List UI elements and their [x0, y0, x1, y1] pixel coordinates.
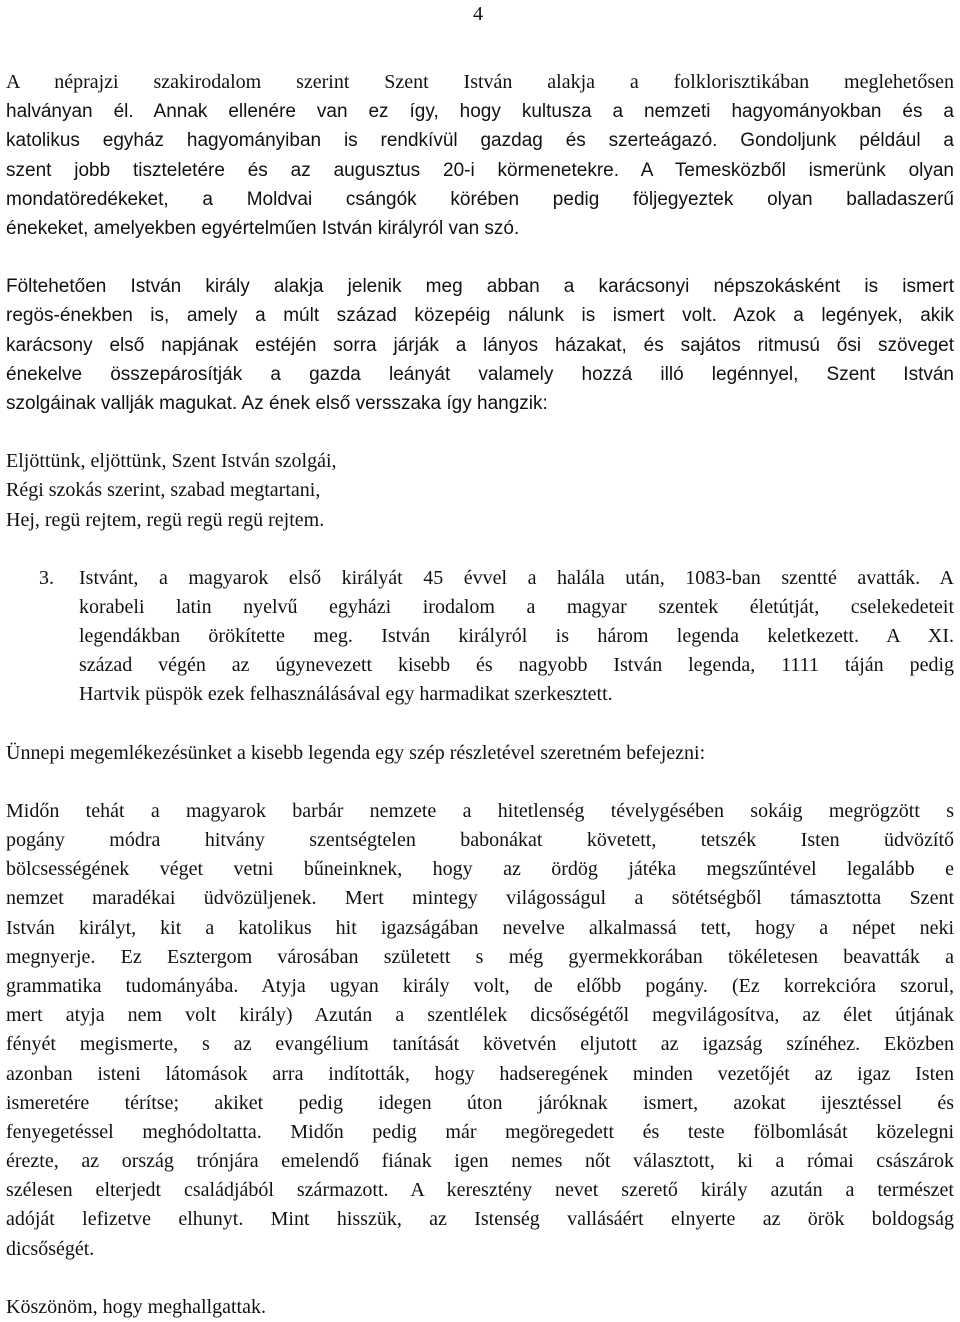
text-line: azonban isteni látomások arra indították, hogy hadseregének minden vezetőjét az igaz Isten — [6, 1062, 954, 1085]
text-line: énekeket, amelyekben egyértelműen István királyról van szó. — [6, 217, 520, 239]
poem-line: Hej, regü rejtem, regü regü regü rejtem. — [6, 508, 325, 531]
text-line: karácsony első napjának estéjén sorra járják a lányos házakat, és sajátos ritmusú ősi szöveget — [6, 334, 954, 356]
text-line: énekelve összepárosítják a gazda leányát valamely hozzá illó legénnyel, Szent István — [6, 363, 954, 385]
text-line: A néprajzi szakirodalom szerint Szent István alakja a folklorisztikában meglehetősen — [6, 71, 954, 93]
poem-line: Eljöttünk, eljöttünk, Szent István szolgái, — [6, 450, 337, 473]
text-line: Köszönöm, hogy meghallgattak. — [6, 1295, 266, 1318]
text-line: katolikus egyház hagyományiban is rendkívül gazdag és szerteágazó. Gondoljunk például a — [6, 130, 954, 152]
text-line: bölcsességének véget vetni bűneinknek, hogy az ördög játéka megszűntével legalább e — [6, 858, 954, 881]
text-line: fenyegetéssel meghódoltatta. Midőn pedig már megöregedett és teste fölbomlását közelegni — [6, 1120, 954, 1143]
poem-verse — [6, 447, 954, 535]
poem-line: Régi szokás szerint, szabad megtartani, — [6, 479, 321, 502]
text-line: szent jobb tiszteletére és az augusztus 20-i körmenetekre. A Temesközből ismerünk olyan — [6, 159, 954, 181]
text-line: regös-énekben is, amely a múlt század közepéig nálunk is ismert volt. Azok a legények, akik — [6, 305, 954, 327]
text-line: Föltehetően István király alakja jelenik meg abban a karácsonyi népszokásként is ismert — [6, 276, 954, 298]
text-line: Midőn tehát a magyarok barbár nemzete a hitetlenség tévelygésében sokáig megrögzött s — [6, 799, 954, 822]
paragraph-legend-intro — [6, 739, 954, 768]
text-line: grammatika tudományába. Atyja ugyan király volt, de előbb pogány. (Ez korrekcióra szorul, — [6, 974, 954, 997]
text-line: szolgáinak vallják magukat. Az ének első versszaka így hangzik: — [6, 392, 548, 414]
page-number: 4 — [473, 3, 483, 25]
text-line: korabeli latin nyelvű egyházi irodalom a magyar szentek életútját, cselekedeteit — [79, 595, 954, 618]
item-number: 3. — [39, 566, 54, 589]
text-line: mert atyja nem volt király) Azután a szentlélek dicsőségétől megvilágosítva, az élet útjának — [6, 1004, 954, 1027]
text-line: mondatöredékeket, a Moldvai csángók körében pedig följegyeztek olyan balladaszerű — [6, 188, 954, 210]
text-line: szélesen elterjedt családjából származott. A keresztény nevet szerető király azután a természet — [6, 1179, 954, 1202]
paragraph-folklore-intro — [6, 68, 954, 243]
text-line: megnyerje. Ez Esztergom városában született s még gyermekkorában tökéletesen beavatták a — [6, 945, 954, 968]
closing-line — [6, 1293, 954, 1322]
text-line: dicsőségét. — [6, 1237, 95, 1260]
text-line: fényét megismerte, s az evangélium tanítását követvén eljutott az igazság színéhez. Eközben — [6, 1033, 954, 1056]
text-line: Hartvik püspök ezek felhasználásával egy harmadikat szerkesztett. — [79, 683, 613, 706]
text-line: halványan él. Annak ellenére van ez így, hogy kultusza a nemzeti hagyományokban és a — [6, 101, 954, 123]
text-line: Istvánt, a magyarok első királyát 45 évvel a halála után, 1083-ban szentté avatták. A — [79, 566, 954, 589]
text-line: pogány módra hitvány szentségtelen babonákat követett, tetszék Isten üdvözítő — [6, 829, 954, 852]
text-line: legendákban örökítette meg. István királyról is három legenda keletkezett. A XI. — [79, 625, 954, 648]
paragraph-legend-excerpt — [6, 797, 954, 1264]
text-line: István királyt, kit a katolikus hit igazságában nevelve alkalmassá tett, hogy a népet neki — [6, 916, 954, 939]
text-line: Ünnepi megemlékezésünket a kisebb legenda egy szép részletével szeretném befejezni: — [6, 741, 706, 764]
text-line: század végén az úgynevezett kisebb és nagyobb István legenda, 1111 táján pedig — [79, 654, 954, 677]
text-line: adóját lefizetve elhunyt. Mint hisszük, az Istenség vallásáért elnyerte az örök boldogság — [6, 1208, 954, 1231]
document-body — [6, 68, 954, 1322]
text-line: nemzet maradékai üdvözüljenek. Mert mintegy világosságul a sötétségből támasztotta Szent — [6, 887, 954, 910]
text-line: ismeretére térítse; akiket pedig idegen úton járóknak ismert, azokat ijesztéssel és — [6, 1091, 954, 1114]
text-line: érezte, az ország trónjára emelendő fiának igen nemes nőt választott, ki a római császárok — [6, 1150, 954, 1173]
paragraph-regos-song — [6, 272, 954, 418]
numbered-item-3 — [6, 564, 954, 710]
